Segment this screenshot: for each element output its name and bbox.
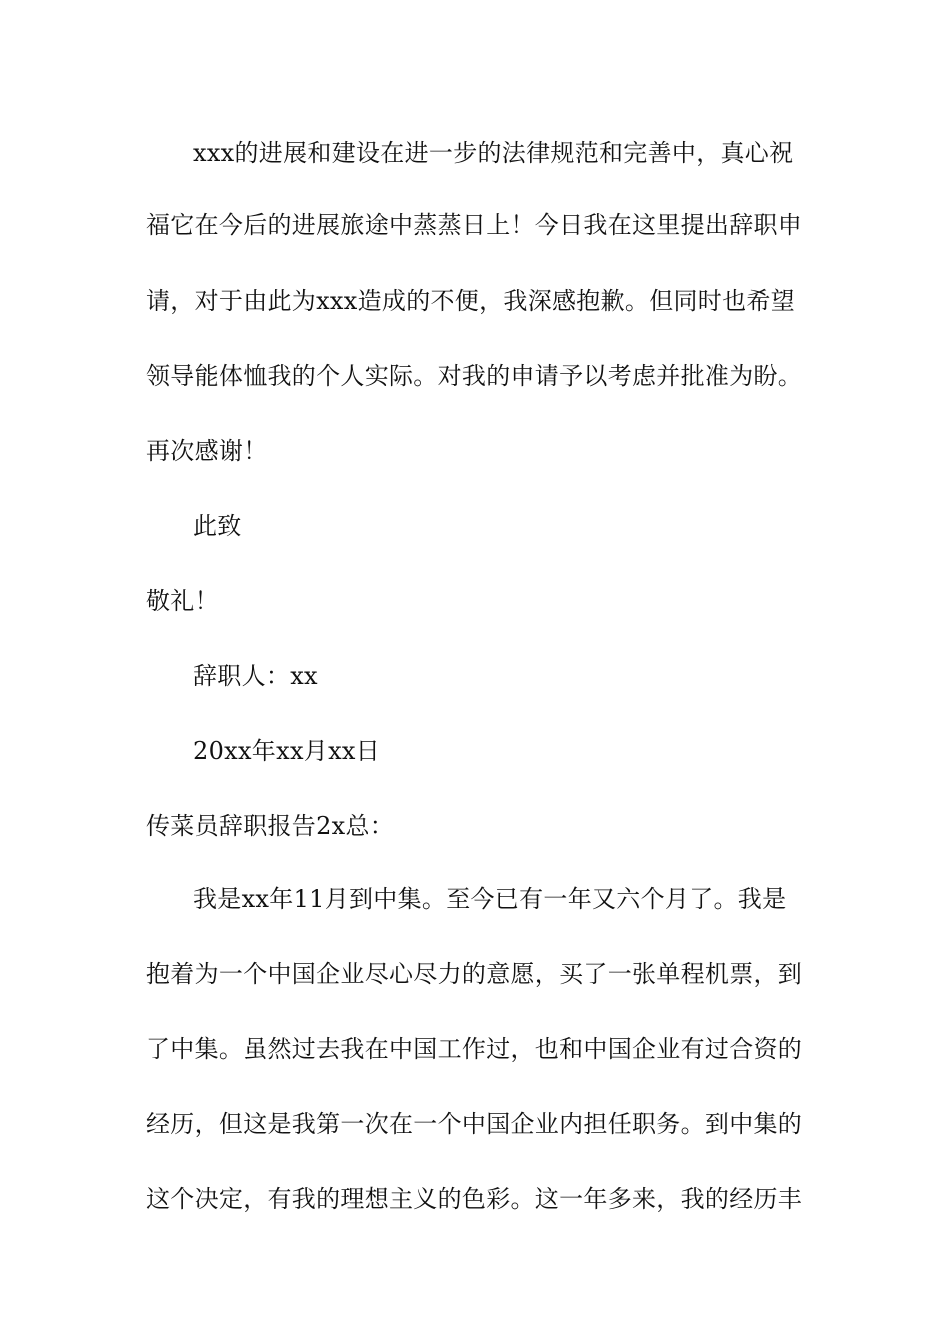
date-line: 20xx年xx月xx日	[193, 737, 381, 765]
paragraph-line: 抱着为一个中国企业尽心尽力的意愿，买了一张单程机票，到	[146, 960, 803, 988]
paragraph-line: xxx的进展和建设在进一步的法律规范和完善中，真心祝	[193, 139, 794, 167]
paragraph-line: 再次感谢！	[146, 437, 268, 465]
paragraph-line: 请，对于由此为xxx造成的不便，我深感抱歉。但同时也希望	[146, 287, 796, 315]
paragraph-line: 我是xx年11月到中集。至今已有一年又六个月了。我是	[193, 885, 787, 913]
signature-line: 辞职人：xx	[193, 662, 318, 690]
paragraph-line: 这个决定，有我的理想主义的色彩。这一年多来，我的经历丰	[146, 1185, 803, 1213]
salutation-line: 敬礼！	[146, 587, 219, 615]
paragraph-line: 领导能体恤我的个人实际。对我的申请予以考虑并批准为盼。	[146, 362, 803, 390]
paragraph-line: 了中集。虽然过去我在中国工作过，也和中国企业有过合资的	[146, 1035, 803, 1063]
closing-line: 此致	[193, 512, 242, 540]
paragraph-line: 福它在今后的进展旅途中蒸蒸日上！今日我在这里提出辞职申	[146, 211, 803, 239]
paragraph-line: 经历，但这是我第一次在一个中国企业内担任职务。到中集的	[146, 1110, 803, 1138]
section-heading: 传菜员辞职报告2x总：	[146, 812, 395, 840]
